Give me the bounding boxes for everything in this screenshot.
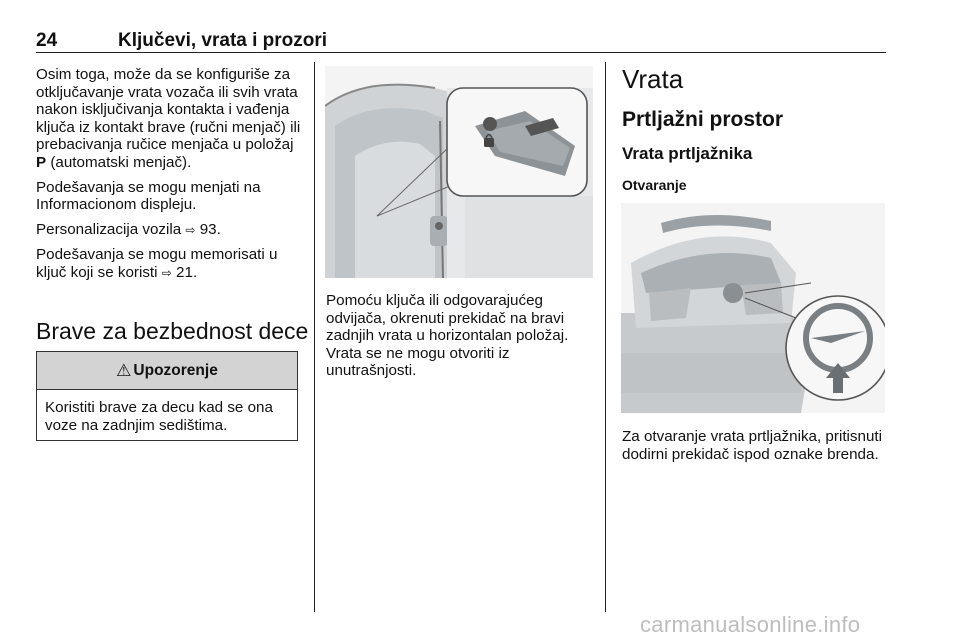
heading-child-locks: Brave za bezbednost dece bbox=[36, 318, 309, 344]
warning-header bbox=[37, 352, 297, 390]
child-lock-caption: Pomoću ključa ili odgovarajućeg odvijača, okrenuti prekidač na bravi zadnjih vrata u horizontalan položaj. Vrata se ne mogu otvoriti iz unutrašnjosti. bbox=[326, 292, 569, 380]
warning-icon: ⚠ bbox=[116, 360, 132, 380]
heading-opening: Otvaranje bbox=[622, 177, 687, 193]
paragraph-memorize: Podešavanja se mogu memorisati u ključ koji se koristi ⇨ 21. bbox=[36, 246, 278, 281]
page-reference-link[interactable]: 21. bbox=[176, 263, 198, 281]
page-number: 24 bbox=[36, 30, 58, 51]
header-rule bbox=[36, 52, 886, 53]
watermark: carmanualsonline.info bbox=[640, 612, 861, 637]
right-column-text bbox=[622, 428, 884, 470]
heading-doors: Vrata bbox=[622, 64, 684, 94]
heading-tailgate: Vrata prtljažnika bbox=[622, 144, 753, 163]
page-header bbox=[36, 30, 886, 52]
reference-arrow-icon: ⇨ bbox=[185, 222, 196, 237]
page-reference-link[interactable]: 93. bbox=[199, 220, 221, 238]
tailgate-opening-illustration bbox=[621, 203, 885, 413]
paragraph-personalization: Personalizacija vozila ⇨ 93. bbox=[36, 220, 221, 238]
reference-arrow-icon: ⇨ bbox=[161, 265, 172, 280]
heading-luggage-compartment: Prtljažni prostor bbox=[622, 108, 784, 131]
paragraph-unlock-config: Osim toga, može da se konfiguriše za otključavanje vrata vozača ili svih vrata nakon isključivanja kontakta i vađenja ključa iz kontakt brave (ručni menjač) ili prebacivanja ručice menjača u položaj P (automatski menjač). bbox=[36, 66, 301, 171]
warning-title: Upozorenje bbox=[133, 361, 218, 379]
column-divider-left bbox=[314, 62, 315, 612]
child-lock-illustration bbox=[325, 66, 593, 278]
section-title: Ključevi, vrata i prozori bbox=[118, 30, 328, 51]
warning-box bbox=[36, 351, 298, 441]
warning-text: Koristiti brave za decu kad se ona voze na zadnjim sedištima. bbox=[45, 399, 273, 434]
paragraph-settings: Podešavanja se mogu menjati na Informacionom displeju. bbox=[36, 178, 261, 214]
left-column bbox=[36, 66, 304, 290]
middle-column-text bbox=[326, 292, 598, 387]
tailgate-caption: Za otvaranje vrata prtljažnika, pritisnuti dodirni prekidač ispod oznake brenda. bbox=[622, 428, 882, 463]
column-divider-right bbox=[605, 62, 606, 612]
